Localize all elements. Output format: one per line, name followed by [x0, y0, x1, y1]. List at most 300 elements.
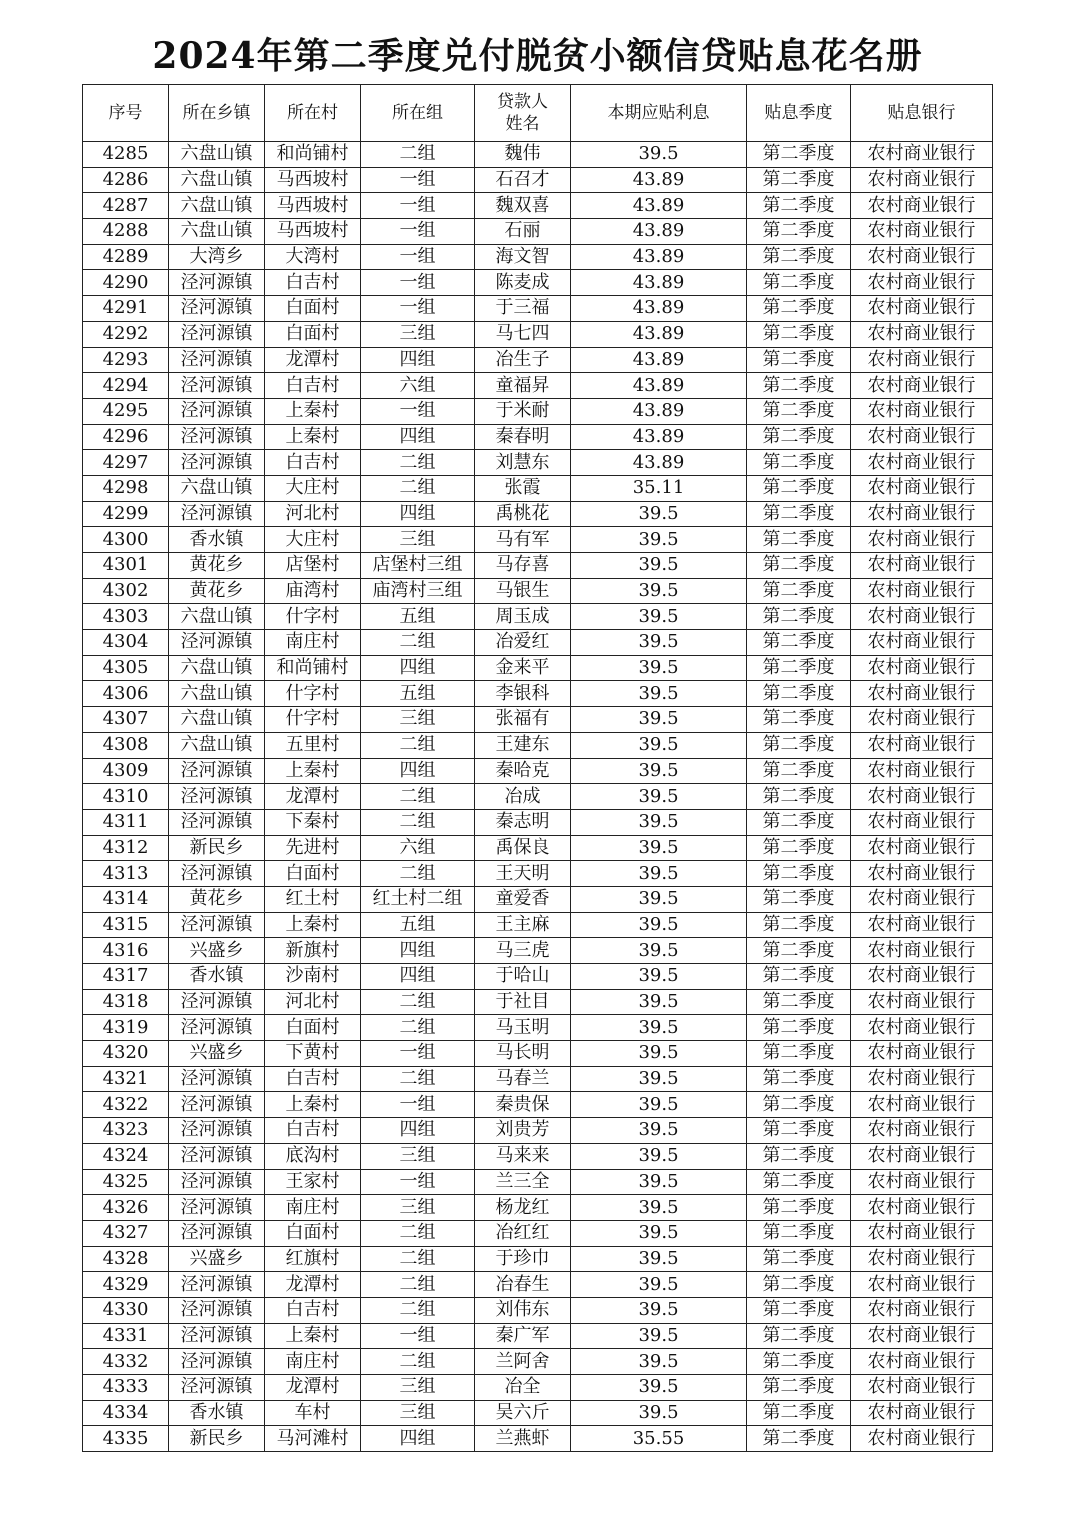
township-cell: 泾河源镇: [169, 1169, 265, 1195]
quarter-cell: 第二季度: [747, 630, 851, 656]
bank-cell: 农村商业银行: [851, 1169, 993, 1195]
village-cell: 五里村: [265, 732, 361, 758]
group-cell: 一组: [361, 193, 475, 219]
table-row: [83, 450, 993, 476]
group-cell: 二组: [361, 732, 475, 758]
bank-cell: 农村商业银行: [851, 193, 993, 219]
table-row: [83, 1195, 993, 1221]
village-cell: 白吉村: [265, 450, 361, 476]
township-cell: 黄花乡: [169, 553, 265, 579]
borrower-cell: 秦贵保: [475, 1092, 571, 1118]
village-cell: 白吉村: [265, 1066, 361, 1092]
group-cell: 三组: [361, 1400, 475, 1426]
seq-cell: 4315: [83, 912, 169, 938]
bank-cell: 农村商业银行: [851, 1092, 993, 1118]
interest-cell: 43.89: [571, 347, 747, 373]
bank-cell: 农村商业银行: [851, 527, 993, 553]
interest-cell: 39.5: [571, 604, 747, 630]
quarter-cell: 第二季度: [747, 861, 851, 887]
village-cell: 什字村: [265, 707, 361, 733]
township-cell: 泾河源镇: [169, 296, 265, 322]
village-cell: 白吉村: [265, 1297, 361, 1323]
township-cell: 六盘山镇: [169, 193, 265, 219]
group-cell: 二组: [361, 989, 475, 1015]
seq-cell: 4317: [83, 964, 169, 990]
bank-cell: 农村商业银行: [851, 424, 993, 450]
group-cell: 二组: [361, 1015, 475, 1041]
village-cell: 红土村: [265, 886, 361, 912]
borrower-cell: 王主麻: [475, 912, 571, 938]
borrower-cell: 周玉成: [475, 604, 571, 630]
township-cell: 香水镇: [169, 964, 265, 990]
interest-cell: 39.5: [571, 964, 747, 990]
table-row: [83, 347, 993, 373]
quarter-cell: 第二季度: [747, 578, 851, 604]
quarter-cell: 第二季度: [747, 450, 851, 476]
bank-cell: 农村商业银行: [851, 1272, 993, 1298]
table-row: [83, 1400, 993, 1426]
village-cell: 白面村: [265, 296, 361, 322]
table-row: [83, 938, 993, 964]
village-cell: 红旗村: [265, 1246, 361, 1272]
seq-cell: 4334: [83, 1400, 169, 1426]
subsidy-roster-table: [82, 84, 993, 1452]
bank-cell: 农村商业银行: [851, 1041, 993, 1067]
table-row: [83, 604, 993, 630]
township-cell: 泾河源镇: [169, 1143, 265, 1169]
borrower-cell: 海文智: [475, 244, 571, 270]
borrower-cell: 冶生子: [475, 347, 571, 373]
interest-cell: 39.5: [571, 707, 747, 733]
borrower-cell: 石丽: [475, 219, 571, 245]
township-cell: 泾河源镇: [169, 321, 265, 347]
group-cell: 二组: [361, 1272, 475, 1298]
quarter-cell: 第二季度: [747, 809, 851, 835]
col-seq-header: 序号: [83, 85, 169, 142]
borrower-cell: 马玉明: [475, 1015, 571, 1041]
interest-cell: 43.89: [571, 244, 747, 270]
quarter-cell: 第二季度: [747, 1118, 851, 1144]
interest-cell: 43.89: [571, 373, 747, 399]
table-row: [83, 553, 993, 579]
township-cell: 泾河源镇: [169, 373, 265, 399]
township-cell: 六盘山镇: [169, 604, 265, 630]
borrower-cell: 魏双喜: [475, 193, 571, 219]
page-title: 2024年第二季度兑付脱贫小额信贷贴息花名册: [152, 35, 923, 77]
bank-cell: 农村商业银行: [851, 630, 993, 656]
group-cell: 一组: [361, 244, 475, 270]
borrower-cell: 刘慧东: [475, 450, 571, 476]
borrower-cell: 于米耐: [475, 398, 571, 424]
table-row: [83, 630, 993, 656]
borrower-cell: 马来来: [475, 1143, 571, 1169]
quarter-cell: 第二季度: [747, 758, 851, 784]
township-cell: 泾河源镇: [169, 270, 265, 296]
group-cell: 四组: [361, 758, 475, 784]
seq-cell: 4314: [83, 886, 169, 912]
borrower-cell: 兰阿舍: [475, 1349, 571, 1375]
quarter-cell: 第二季度: [747, 219, 851, 245]
borrower-cell: 马春兰: [475, 1066, 571, 1092]
seq-cell: 4293: [83, 347, 169, 373]
seq-cell: 4322: [83, 1092, 169, 1118]
bank-cell: 农村商业银行: [851, 1426, 993, 1452]
seq-cell: 4313: [83, 861, 169, 887]
col-group-header: 所在组: [361, 85, 475, 142]
township-cell: 六盘山镇: [169, 681, 265, 707]
bank-cell: 农村商业银行: [851, 1195, 993, 1221]
group-cell: 一组: [361, 270, 475, 296]
borrower-cell: 冶爱红: [475, 630, 571, 656]
interest-cell: 39.5: [571, 501, 747, 527]
seq-cell: 4309: [83, 758, 169, 784]
table-row: [83, 578, 993, 604]
table-row: [83, 373, 993, 399]
borrower-cell: 陈麦成: [475, 270, 571, 296]
table-row: [83, 1066, 993, 1092]
group-cell: 四组: [361, 501, 475, 527]
group-cell: 二组: [361, 450, 475, 476]
quarter-cell: 第二季度: [747, 193, 851, 219]
quarter-cell: 第二季度: [747, 373, 851, 399]
village-cell: 沙南村: [265, 964, 361, 990]
quarter-cell: 第二季度: [747, 1375, 851, 1401]
interest-cell: 39.5: [571, 1323, 747, 1349]
township-cell: 泾河源镇: [169, 424, 265, 450]
village-cell: 上秦村: [265, 1323, 361, 1349]
group-cell: 一组: [361, 1169, 475, 1195]
table-row: [83, 655, 993, 681]
bank-cell: 农村商业银行: [851, 655, 993, 681]
village-cell: 大庄村: [265, 527, 361, 553]
township-cell: 黄花乡: [169, 886, 265, 912]
quarter-cell: 第二季度: [747, 475, 851, 501]
village-cell: 大庄村: [265, 475, 361, 501]
group-cell: 四组: [361, 1426, 475, 1452]
bank-cell: 农村商业银行: [851, 861, 993, 887]
group-cell: 四组: [361, 424, 475, 450]
village-cell: 下黄村: [265, 1041, 361, 1067]
group-cell: 二组: [361, 784, 475, 810]
quarter-cell: 第二季度: [747, 784, 851, 810]
seq-cell: 4316: [83, 938, 169, 964]
borrower-cell: 于三福: [475, 296, 571, 322]
seq-cell: 4328: [83, 1246, 169, 1272]
bank-cell: 农村商业银行: [851, 373, 993, 399]
table-row: [83, 475, 993, 501]
group-cell: 二组: [361, 1246, 475, 1272]
village-cell: 和尚铺村: [265, 655, 361, 681]
village-cell: 底沟村: [265, 1143, 361, 1169]
interest-cell: 39.5: [571, 1400, 747, 1426]
table-row: [83, 1041, 993, 1067]
table-row: [83, 1169, 993, 1195]
quarter-cell: 第二季度: [747, 1246, 851, 1272]
bank-cell: 农村商业银行: [851, 553, 993, 579]
seq-cell: 4305: [83, 655, 169, 681]
group-cell: 四组: [361, 347, 475, 373]
group-cell: 二组: [361, 1297, 475, 1323]
bank-cell: 农村商业银行: [851, 604, 993, 630]
bank-cell: 农村商业银行: [851, 707, 993, 733]
quarter-cell: 第二季度: [747, 244, 851, 270]
bank-cell: 农村商业银行: [851, 784, 993, 810]
borrower-cell: 于哈山: [475, 964, 571, 990]
interest-cell: 39.5: [571, 1092, 747, 1118]
village-cell: 什字村: [265, 604, 361, 630]
village-cell: 龙潭村: [265, 1375, 361, 1401]
interest-cell: 39.5: [571, 912, 747, 938]
village-cell: 白吉村: [265, 1118, 361, 1144]
group-cell: 四组: [361, 655, 475, 681]
seq-cell: 4286: [83, 167, 169, 193]
table-row: [83, 758, 993, 784]
quarter-cell: 第二季度: [747, 681, 851, 707]
group-cell: 四组: [361, 1118, 475, 1144]
village-cell: 龙潭村: [265, 784, 361, 810]
interest-cell: 39.5: [571, 784, 747, 810]
village-cell: 上秦村: [265, 424, 361, 450]
borrower-cell: 石召才: [475, 167, 571, 193]
interest-cell: 39.5: [571, 861, 747, 887]
borrower-cell: 杨龙红: [475, 1195, 571, 1221]
bank-cell: 农村商业银行: [851, 1400, 993, 1426]
interest-cell: 43.89: [571, 321, 747, 347]
village-cell: 王家村: [265, 1169, 361, 1195]
borrower-cell: 于珍巾: [475, 1246, 571, 1272]
township-cell: 泾河源镇: [169, 989, 265, 1015]
township-cell: 香水镇: [169, 527, 265, 553]
table-row: [83, 1323, 993, 1349]
bank-cell: 农村商业银行: [851, 809, 993, 835]
seq-cell: 4295: [83, 398, 169, 424]
bank-cell: 农村商业银行: [851, 219, 993, 245]
township-cell: 泾河源镇: [169, 1272, 265, 1298]
group-cell: 三组: [361, 1195, 475, 1221]
quarter-cell: 第二季度: [747, 398, 851, 424]
interest-cell: 39.5: [571, 1041, 747, 1067]
table-row: [83, 142, 993, 168]
township-cell: 泾河源镇: [169, 1323, 265, 1349]
township-cell: 泾河源镇: [169, 630, 265, 656]
seq-cell: 4323: [83, 1118, 169, 1144]
township-cell: 泾河源镇: [169, 398, 265, 424]
quarter-cell: 第二季度: [747, 835, 851, 861]
borrower-cell: 金来平: [475, 655, 571, 681]
seq-cell: 4287: [83, 193, 169, 219]
village-cell: 白面村: [265, 1220, 361, 1246]
village-cell: 河北村: [265, 989, 361, 1015]
seq-cell: 4312: [83, 835, 169, 861]
table-row: [83, 219, 993, 245]
seq-cell: 4301: [83, 553, 169, 579]
village-cell: 河北村: [265, 501, 361, 527]
table-row: [83, 912, 993, 938]
group-cell: 二组: [361, 809, 475, 835]
group-cell: 三组: [361, 707, 475, 733]
bank-cell: 农村商业银行: [851, 167, 993, 193]
interest-cell: 39.5: [571, 1375, 747, 1401]
seq-cell: 4335: [83, 1426, 169, 1452]
group-cell: 二组: [361, 1220, 475, 1246]
borrower-cell: 张福有: [475, 707, 571, 733]
seq-cell: 4333: [83, 1375, 169, 1401]
quarter-cell: 第二季度: [747, 989, 851, 1015]
bank-cell: 农村商业银行: [851, 578, 993, 604]
village-cell: 店堡村: [265, 553, 361, 579]
borrower-cell: 魏伟: [475, 142, 571, 168]
township-cell: 六盘山镇: [169, 142, 265, 168]
quarter-cell: 第二季度: [747, 167, 851, 193]
table-row: [83, 809, 993, 835]
village-cell: 大湾村: [265, 244, 361, 270]
interest-cell: 39.5: [571, 938, 747, 964]
quarter-cell: 第二季度: [747, 424, 851, 450]
village-cell: 新旗村: [265, 938, 361, 964]
group-cell: 庙湾村三组: [361, 578, 475, 604]
seq-cell: 4289: [83, 244, 169, 270]
quarter-cell: 第二季度: [747, 655, 851, 681]
township-cell: 泾河源镇: [169, 809, 265, 835]
borrower-cell: 冶成: [475, 784, 571, 810]
bank-cell: 农村商业银行: [851, 398, 993, 424]
quarter-cell: 第二季度: [747, 501, 851, 527]
bank-cell: 农村商业银行: [851, 1015, 993, 1041]
borrower-cell: 王天明: [475, 861, 571, 887]
interest-cell: 39.5: [571, 1169, 747, 1195]
bank-cell: 农村商业银行: [851, 886, 993, 912]
header-row: [83, 85, 993, 142]
interest-cell: 43.89: [571, 296, 747, 322]
bank-cell: 农村商业银行: [851, 270, 993, 296]
quarter-cell: 第二季度: [747, 1297, 851, 1323]
bank-cell: 农村商业银行: [851, 938, 993, 964]
village-cell: 上秦村: [265, 758, 361, 784]
quarter-cell: 第二季度: [747, 1400, 851, 1426]
quarter-cell: 第二季度: [747, 732, 851, 758]
interest-cell: 39.5: [571, 758, 747, 784]
group-cell: 四组: [361, 938, 475, 964]
borrower-cell: 刘贵芳: [475, 1118, 571, 1144]
col-bank-header: 贴息银行: [851, 85, 993, 142]
seq-cell: 4290: [83, 270, 169, 296]
table-row: [83, 861, 993, 887]
interest-cell: 39.5: [571, 809, 747, 835]
table-row: [83, 964, 993, 990]
bank-cell: 农村商业银行: [851, 758, 993, 784]
bank-cell: 农村商业银行: [851, 989, 993, 1015]
village-cell: 车村: [265, 1400, 361, 1426]
township-cell: 兴盛乡: [169, 1041, 265, 1067]
seq-cell: 4324: [83, 1143, 169, 1169]
borrower-cell: 马三虎: [475, 938, 571, 964]
interest-cell: 39.5: [571, 1220, 747, 1246]
table-row: [83, 681, 993, 707]
village-cell: 庙湾村: [265, 578, 361, 604]
quarter-cell: 第二季度: [747, 270, 851, 296]
table-row: [83, 1375, 993, 1401]
seq-cell: 4303: [83, 604, 169, 630]
table-row: [83, 835, 993, 861]
interest-cell: 43.89: [571, 193, 747, 219]
quarter-cell: 第二季度: [747, 912, 851, 938]
township-cell: 泾河源镇: [169, 1375, 265, 1401]
township-cell: 六盘山镇: [169, 475, 265, 501]
table-row: [83, 1246, 993, 1272]
borrower-cell: 童爱香: [475, 886, 571, 912]
interest-cell: 39.5: [571, 1118, 747, 1144]
interest-cell: 39.5: [571, 578, 747, 604]
seq-cell: 4299: [83, 501, 169, 527]
table-row: [83, 1272, 993, 1298]
bank-cell: 农村商业银行: [851, 681, 993, 707]
seq-cell: 4319: [83, 1015, 169, 1041]
table-row: [83, 501, 993, 527]
village-cell: 什字村: [265, 681, 361, 707]
village-cell: 下秦村: [265, 809, 361, 835]
quarter-cell: 第二季度: [747, 1169, 851, 1195]
township-cell: 泾河源镇: [169, 1195, 265, 1221]
township-cell: 大湾乡: [169, 244, 265, 270]
group-cell: 五组: [361, 681, 475, 707]
borrower-cell: 马存喜: [475, 553, 571, 579]
borrower-cell: 李银科: [475, 681, 571, 707]
seq-cell: 4306: [83, 681, 169, 707]
group-cell: 一组: [361, 1041, 475, 1067]
seq-cell: 4291: [83, 296, 169, 322]
seq-cell: 4296: [83, 424, 169, 450]
group-cell: 二组: [361, 861, 475, 887]
quarter-cell: 第二季度: [747, 964, 851, 990]
quarter-cell: 第二季度: [747, 1041, 851, 1067]
quarter-cell: 第二季度: [747, 1195, 851, 1221]
bank-cell: 农村商业银行: [851, 450, 993, 476]
borrower-cell: 兰三全: [475, 1169, 571, 1195]
quarter-cell: 第二季度: [747, 1323, 851, 1349]
village-cell: 上秦村: [265, 912, 361, 938]
interest-cell: 43.89: [571, 450, 747, 476]
borrower-cell: 禹桃花: [475, 501, 571, 527]
group-cell: 二组: [361, 475, 475, 501]
quarter-cell: 第二季度: [747, 604, 851, 630]
seq-cell: 4321: [83, 1066, 169, 1092]
group-cell: 店堡村三组: [361, 553, 475, 579]
quarter-cell: 第二季度: [747, 142, 851, 168]
table-row: [83, 1426, 993, 1452]
bank-cell: 农村商业银行: [851, 732, 993, 758]
group-cell: 二组: [361, 1349, 475, 1375]
borrower-cell: 秦哈克: [475, 758, 571, 784]
quarter-cell: 第二季度: [747, 553, 851, 579]
seq-cell: 4297: [83, 450, 169, 476]
table-row: [83, 296, 993, 322]
seq-cell: 4302: [83, 578, 169, 604]
bank-cell: 农村商业银行: [851, 1246, 993, 1272]
quarter-cell: 第二季度: [747, 527, 851, 553]
bank-cell: 农村商业银行: [851, 244, 993, 270]
group-cell: 二组: [361, 1066, 475, 1092]
borrower-cell: 马有军: [475, 527, 571, 553]
village-cell: 白面村: [265, 1015, 361, 1041]
township-cell: 六盘山镇: [169, 219, 265, 245]
group-cell: 一组: [361, 167, 475, 193]
borrower-cell: 张霞: [475, 475, 571, 501]
seq-cell: 4294: [83, 373, 169, 399]
quarter-cell: 第二季度: [747, 1092, 851, 1118]
quarter-cell: 第二季度: [747, 1143, 851, 1169]
borrower-cell: 王建东: [475, 732, 571, 758]
township-cell: 泾河源镇: [169, 1092, 265, 1118]
